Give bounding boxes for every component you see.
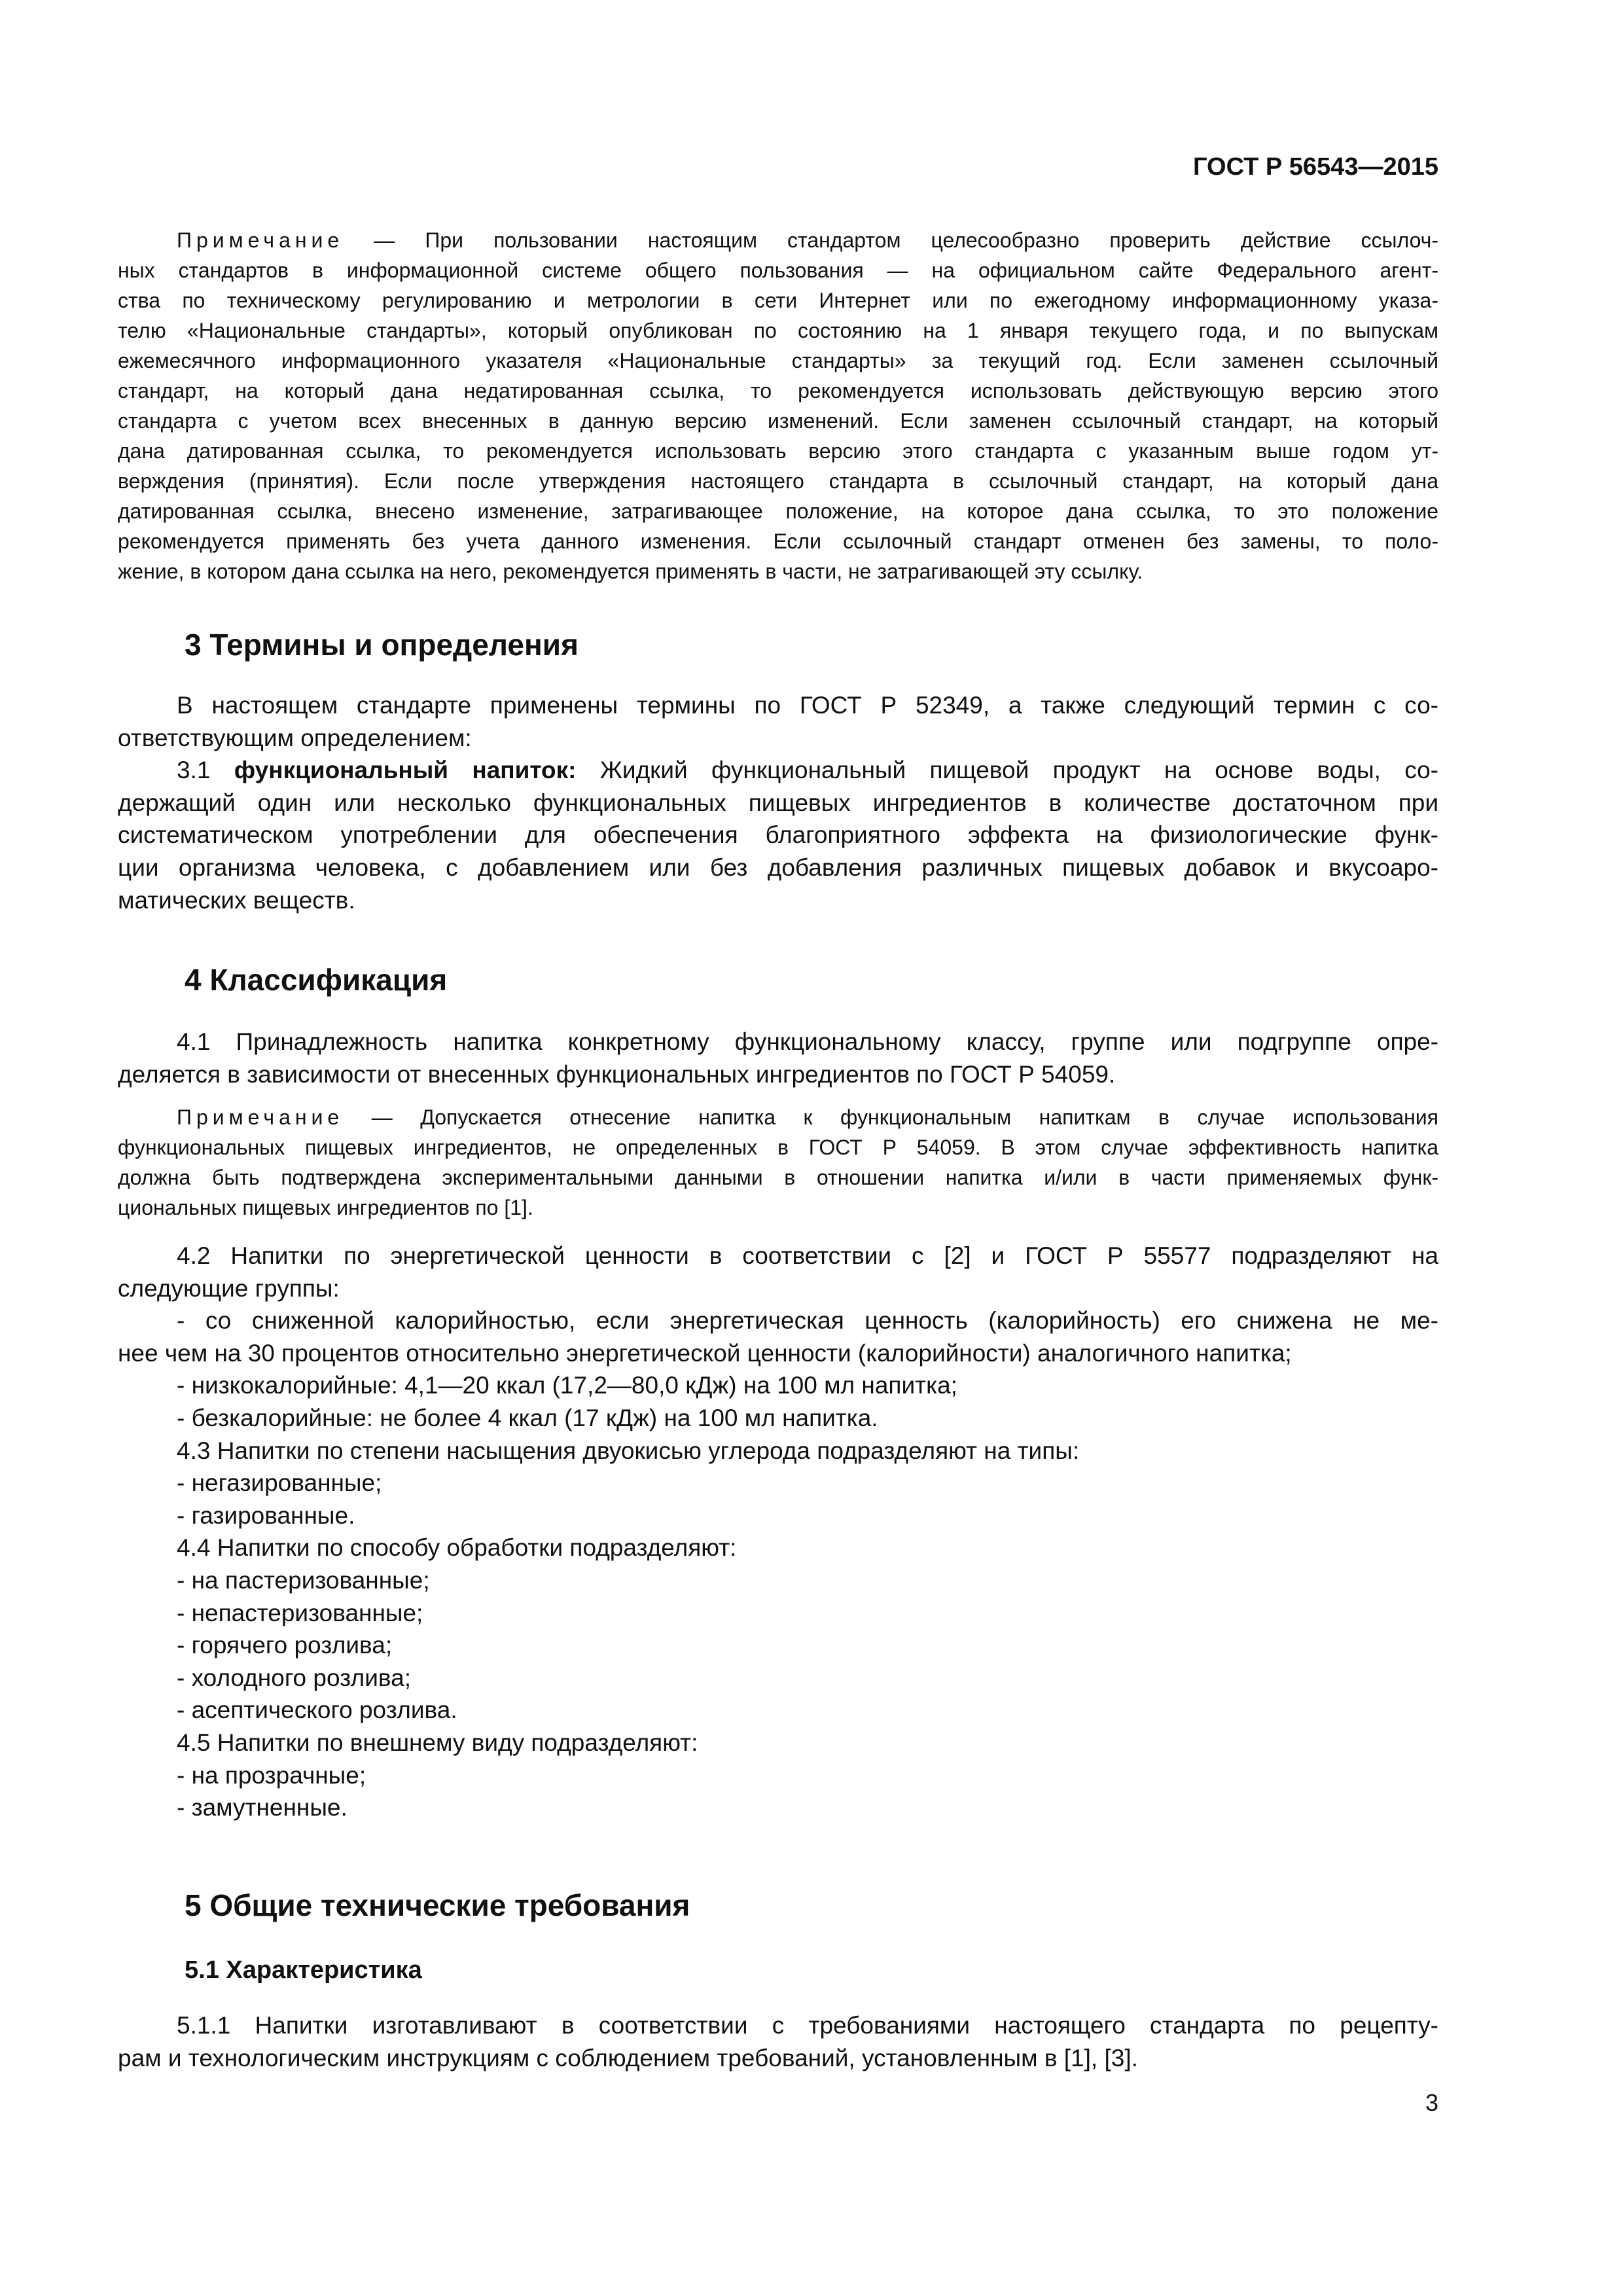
text-line [118,1102,1438,1132]
text-line [118,225,1438,255]
text-line: - асептического розлива. [177,1696,457,1724]
text-line: датированная ссылка, внесено изменение, затрагивающее положение, на которое дана ссылка, то это положение [118,499,1438,523]
text-line: нее чем на 30 процентов относительно энергетической ценности (калорийности) аналогичного напитка; [118,1339,1292,1367]
text-line [118,754,1438,787]
page-number: 3 [1425,2089,1438,2116]
document-header-standard-number: ГОСТ Р 56543—2015 [1193,153,1438,181]
text-line: систематическом употреблении для обеспечения благоприятного эффекта на физиологические функ- [118,821,1438,849]
text-line: 4.2 Напитки по энергетической ценности в соответствии с [2] и ГОСТ Р 55577 подразделяют на [177,1242,1438,1269]
text-line: стандарт, на который дана недатированная ссылка, то рекомендуется использовать действующую версию этого [118,379,1438,403]
subsection-5-1-heading: 5.1 Характеристика [185,1956,422,1984]
text-line: циональных пищевых ингредиентов по [1]. [118,1196,533,1219]
text-line: деляется в зависимости от внесенных функциональных ингредиентов по ГОСТ Р 54059. [118,1060,1116,1088]
clause-5-1-1 [118,2009,1438,2074]
text-line: - низкокалорийные: 4,1—20 ккал (17,2—80,0 кДж) на 100 мл напитка; [177,1372,957,1399]
text-line: 4.3 Напитки по степени насыщения двуокисью углерода подразделяют на типы: [177,1437,1080,1464]
section-5-heading: 5 Общие технические требования [185,1888,690,1922]
text-line: ежемесячного информационного указателя «Национальные стандарты» за текущий год. Если заменен ссылочный [118,349,1438,372]
text-line: верждения (принятия). Если после утверждения настоящего стандарта в ссылочный стандарт, на который дана [118,469,1438,493]
text-run: — При пользовании настоящим стандартом целесообразно проверить действие ссылоч- [344,228,1438,252]
note-label: Примечание [177,1105,344,1129]
note-referenced-standards [118,225,1438,586]
text-line: ных стандартов в информационной системе общего пользования — на официальном сайте Федерального агент- [118,259,1438,282]
text-line: - со сниженной калорийностью, если энергетическая ценность (калорийность) его снижена не ме- [177,1307,1438,1335]
text-line: следующие группы: [118,1274,340,1302]
text-line: рам и технологическим инструкциям с соблюдением требований, установленным в [1], [3]. [118,2044,1138,2072]
text-line: рекомендуется применять без учета данного изменения. Если ссылочный стандарт отменен без замены, то поло- [118,529,1438,553]
text-line: матических веществ. [118,886,355,914]
note-label: Примечание [177,228,344,252]
text-line: - безкалорийные: не более 4 ккал (17 кДж) на 100 мл напитка. [177,1404,878,1431]
text-line: функциональных пищевых ингредиентов, не определенных в ГОСТ Р 54059. В этом случае эффективность напитка [118,1136,1438,1159]
text-line: ции организма человека, с добавлением или без добавления различных пищевых добавок и вкусоаро- [118,853,1438,881]
text-line: телю «Национальные стандарты», который опубликован по состоянию на 1 января текущего года, и по выпускам [118,319,1438,342]
text-line: ства по техническому регулированию и метрологии в сети Интернет или по ежегодному информационному указа- [118,289,1438,312]
text-line: - горячего розлива; [177,1632,393,1659]
text-line: дана датированная ссылка, то рекомендуется использовать версию этого стандарта с указанным выше годом ут- [118,439,1438,463]
section-4-heading: 4 Классификация [185,963,448,997]
text-run: Жидкий функциональный пищевой продукт на основе воды, со- [576,757,1439,784]
text-run: — Допускается отнесение напитка к функциональным напиткам в случае использования [344,1105,1438,1129]
text-line: - непастеризованные; [177,1599,423,1626]
note-functional-ingredients [118,1102,1438,1223]
text-line: 4.5 Напитки по внешнему виду подразделяют: [177,1729,698,1756]
clause-4-1 [118,1026,1438,1090]
text-line: - на прозрачные; [177,1761,366,1789]
text-line: - негазированные; [177,1469,382,1497]
clauses-4-2-to-4-5 [118,1240,1438,1824]
text-line: - газированные. [177,1501,355,1529]
text-line: 4.1 Принадлежность напитка конкретному функциональному классу, группе или подгруппе опре- [177,1028,1438,1055]
text-line: жение, в котором дана ссылка на него, рекомендуется применять в части, не затрагивающей эту ссылку. [118,560,1143,583]
text-line: ответствующим определением: [118,724,472,751]
section-3-body [118,689,1438,916]
text-line: должна быть подтверждена экспериментальными данными в отношении напитка и/или в части применяемых функ- [118,1166,1438,1189]
text-line: - на пастеризованные; [177,1566,430,1594]
text-line: - замутненные. [177,1794,348,1821]
text-line: 5.1.1 Напитки изготавливают в соответствии с требованиями настоящего стандарта по рецепту- [177,2012,1438,2039]
text-run: 3.1 [177,757,234,784]
text-line: - холодного розлива; [177,1664,412,1691]
text-line: стандарта с учетом всех внесенных в данную версию изменений. Если заменен ссылочный стандарт, на который [118,409,1438,433]
text-line: держащий один или несколько функциональных пищевых ингредиентов в количестве достаточном при [118,789,1438,816]
section-3-heading: 3 Термины и определения [185,628,579,662]
text-line: 4.4 Напитки по способу обработки подразделяют: [177,1534,737,1562]
text-line: В настоящем стандарте применены термины по ГОСТ Р 52349, а также следующий термин с со- [177,692,1438,719]
defined-term: функциональный напиток: [234,757,577,784]
